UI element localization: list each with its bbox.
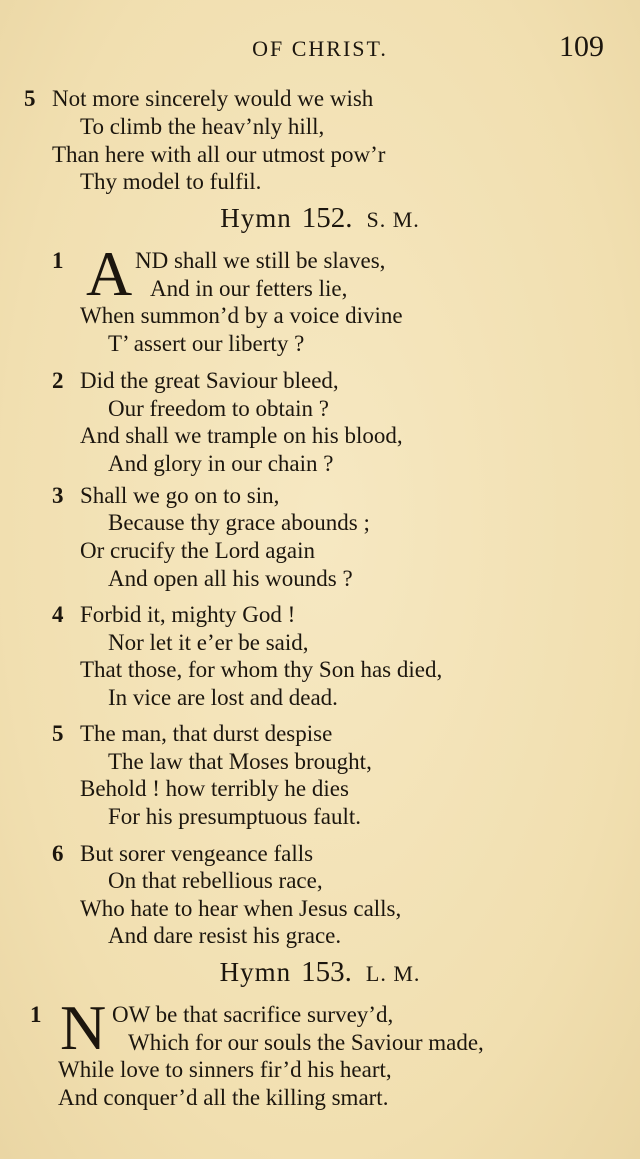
stanza-number: 1 [30,1002,42,1027]
verse-line: On that rebellious race, [108,868,323,893]
verse-line: OW be that sacrifice survey’d, [112,1002,394,1027]
stanza-number: 1 [52,248,64,273]
verse-line: Our freedom to obtain ? [108,396,329,421]
verse-line: Or crucify the Lord again [80,538,316,563]
verse-line: The man, that durst despise [80,721,333,746]
verse-line: Shall we go on to sin, [80,483,280,508]
verse-line: And conquer’d all the killing smart. [58,1085,389,1110]
verse-line: Behold ! how terribly he dies [80,776,349,801]
hymn-number: 152. [301,202,353,234]
verse-line: In vice are lost and dead. [108,685,338,710]
page-number: 109 [559,30,604,63]
hymn-word: Hymn [219,957,292,987]
verse-line: Nor let it e’er be said, [108,630,309,655]
verse-line: ND shall we still be slaves, [135,248,386,273]
stanza-number: 2 [52,368,64,393]
verse-line: And in our fetters lie, [150,276,348,301]
verse-line: Did the great Saviour bleed, [80,368,339,393]
hymn-meter: L. M. [365,961,421,986]
stanza-number: 5 [24,86,36,111]
hymn-152-heading [0,202,640,235]
verse-line: Who hate to hear when Jesus calls, [80,896,402,921]
verse-line: But sorer vengeance falls [80,841,314,866]
verse-line: While love to sinners fir’d his heart, [58,1057,392,1082]
stanza-number: 4 [52,602,64,627]
verse-line: For his presumptuous fault. [108,804,361,829]
hymn-153-heading [0,956,640,989]
drop-cap: N [60,992,107,1063]
verse-line: That those, for whom thy Son has died, [80,657,443,682]
drop-cap: A [86,238,133,309]
verse-line: Forbid it, mighty God ! [80,602,296,627]
verse-line: Thy model to fulfil. [80,169,262,194]
running-title: OF CHRIST. [252,36,388,61]
verse-line: And glory in our chain ? [108,451,334,476]
verse-line: And shall we trample on his blood, [80,423,403,448]
stanza-number: 6 [52,841,64,866]
verse-line: The law that Moses brought, [108,749,372,774]
verse-line: Because thy grace abounds ; [108,510,370,535]
verse-line: When summon’d by a voice divine [80,303,403,328]
verse-line: Which for our souls the Saviour made, [128,1030,484,1055]
verse-line: Than here with all our utmost pow’r [52,142,386,167]
verse-line: Not more sincerely would we wish [52,86,374,111]
hymn-word: Hymn [220,203,292,233]
stanza-number: 3 [52,483,64,508]
verse-line: And open all his wounds ? [108,566,353,591]
verse-line: T’ assert our liberty ? [108,331,305,356]
hymn-meter: S. M. [366,207,420,232]
verse-line: To climb the heav’nly hill, [80,114,325,139]
stanza-number: 5 [52,721,64,746]
verse-line: And dare resist his grace. [108,923,342,948]
hymn-number: 153. [301,956,352,988]
